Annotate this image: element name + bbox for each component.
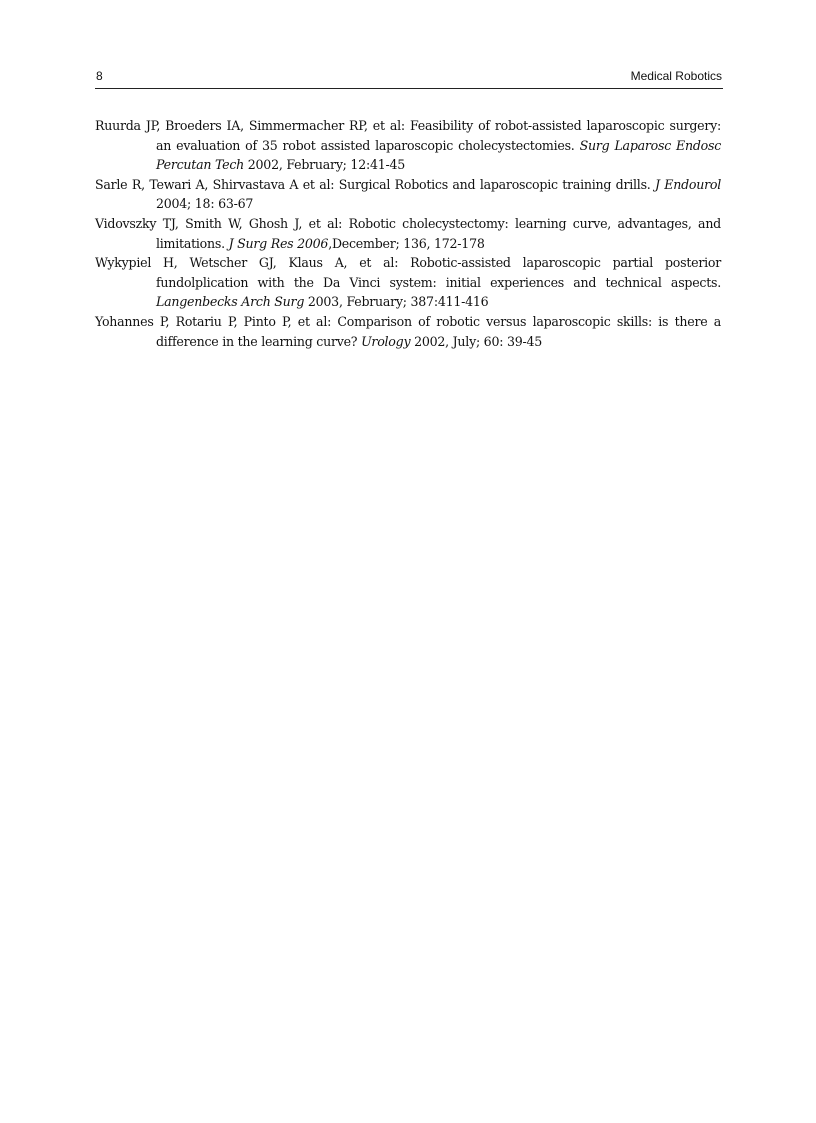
reference-item — [95, 253, 721, 312]
reference-authors-title: Yohannes P, Rotariu P, Pinto P, et al: Comparison of robotic versus laparoscopic skills: is there a difference in the learning curve? — [95, 313, 721, 349]
reference-list — [95, 116, 721, 351]
reference-journal: Urology — [361, 333, 411, 349]
reference-authors-title: Vidovszky TJ, Smith W, Ghosh J, et al: Robotic cholecystectomy: learning curve, advantages, and limitations. — [95, 215, 721, 251]
page-number: 8 — [96, 69, 103, 83]
reference-journal: Langenbecks Arch Surg — [156, 294, 305, 310]
reference-journal: Surg Laparosc Endosc Percutan Tech — [156, 137, 721, 173]
reference-authors-title: Ruurda JP, Broeders IA, Simmermacher RP, et al: Feasibility of robot-assisted laparoscopic surgery: an evaluation of 35 robot assisted laparoscopic cholecystectomies. — [95, 118, 721, 153]
reference-journal: J Surg Res 2006 — [228, 235, 329, 251]
running-title: Medical Robotics — [630, 69, 722, 83]
reference-details: 2004; 18: 63-67 — [156, 196, 254, 212]
reference-details: 2002, February; 12:41-45 — [244, 157, 405, 173]
reference-item — [95, 312, 721, 351]
reference-item — [95, 116, 721, 175]
reference-details: ,December; 136, 172-178 — [328, 235, 485, 251]
reference-journal: J Endourol — [655, 176, 721, 192]
reference-authors-title: Sarle R, Tewari A, Shirvastava A et al: Surgical Robotics and laparoscopic training drills. — [95, 176, 656, 192]
reference-details: 2003, February; 387:411-416 — [304, 294, 489, 310]
reference-item — [95, 214, 721, 253]
page-header — [95, 68, 723, 89]
reference-details: 2002, July; 60: 39-45 — [410, 333, 543, 349]
reference-item — [95, 175, 721, 214]
reference-authors-title: Wykypiel H, Wetscher GJ, Klaus A, et al: Robotic-assisted laparoscopic partial posterior fundolplication with the Da Vinci system: initial experiences and technical aspects. — [95, 255, 721, 290]
